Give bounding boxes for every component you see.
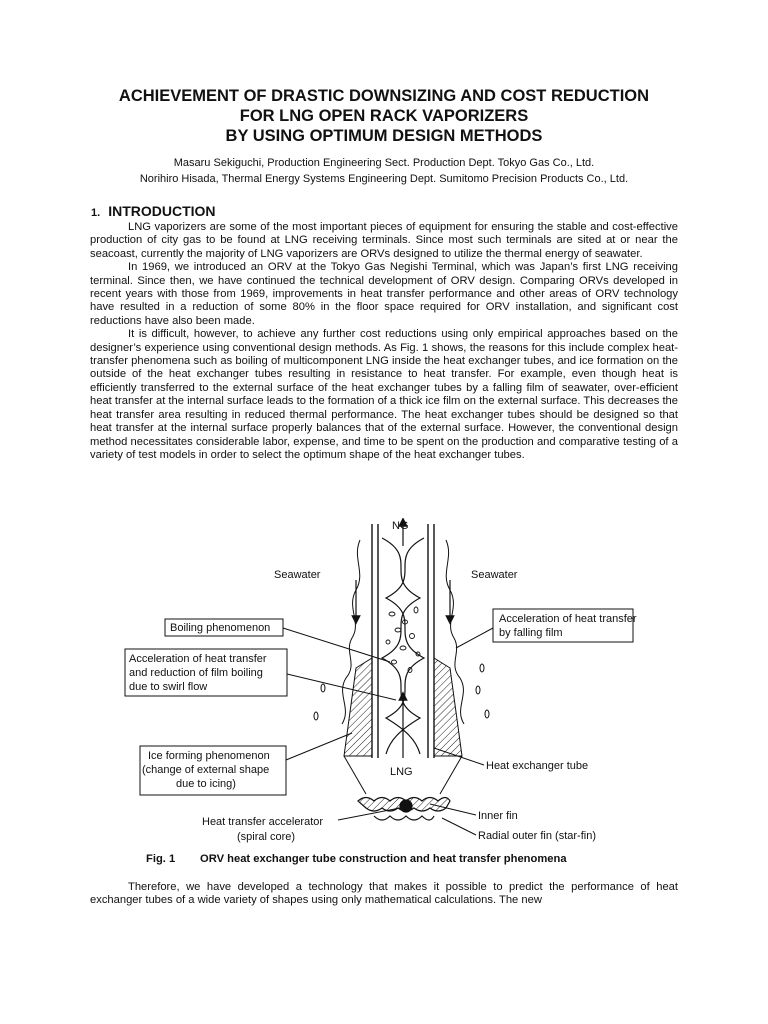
- label-lng: LNG: [390, 766, 413, 778]
- intro-paragraph-1: LNG vaporizers are some of the most important pieces of equipment for ensuring the stable and cost-effective production of city gas to be found at LNG receiving terminals. Since most such terminals are sited at or near the seacoast, currently the majority of LNG vaporizers are ORVs designed to utilize the thermal energy of seawater.: [90, 221, 678, 260]
- leader-outer-fin: [442, 818, 476, 835]
- label-seawater-right: Seawater: [471, 569, 518, 581]
- label-swirl-3: due to swirl flow: [129, 681, 208, 693]
- continued-paragraph: Therefore, we have developed a technology that makes it possible to predict the performance of heat exchanger tubes of a wide variety of shapes using only mathematical calculations. The new: [90, 881, 678, 907]
- label-tube: Heat exchanger tube: [486, 760, 589, 772]
- figure-number: Fig. 1: [146, 853, 176, 865]
- author-2: Norihiro Hisada, Thermal Energy Systems Engineering Dept. Sumitomo Precision Products Co., Ltd.: [139, 173, 629, 185]
- label-seawater-left: Seawater: [274, 569, 321, 581]
- author-1: Masaru Sekiguchi, Production Engineering Sect. Production Dept. Tokyo Gas Co., Ltd.: [173, 157, 595, 169]
- intro-body: [90, 221, 678, 462]
- label-film-2: by falling film: [499, 627, 563, 639]
- label-ice-2: (change of external shape: [142, 764, 270, 776]
- intro-paragraph-2: In 1969, we introduced an ORV at the Tokyo Gas Negishi Terminal, which was Japan’s first LNG receiving terminal. Since then, we have continued the technical development of ORV design. Comparing ORVs developed in recent years with those from 1969, improvements in heat transfer performance and other areas of ORV technology have resulted in a reduction of some 80% in the floor space required for ORV installation, and significant cost reductions have also been made.: [90, 261, 678, 327]
- label-inner-fin: Inner fin: [478, 810, 518, 822]
- label-accelerator-2: (spiral core): [237, 831, 296, 843]
- label-ice-1: Ice forming phenomenon: [148, 750, 270, 762]
- star-fin-section: [358, 798, 450, 821]
- label-ice-3: due to icing): [176, 778, 236, 790]
- label-swirl-1: Acceleration of heat transfer: [129, 653, 267, 665]
- title-line-2: FOR LNG OPEN RACK VAPORIZERS: [239, 107, 529, 125]
- leader-swirl: [287, 674, 396, 700]
- figure-caption-text: ORV heat exchanger tube construction and heat transfer phenomena: [200, 853, 567, 865]
- boiling-bubbles: [386, 607, 420, 673]
- author-list: [40, 155, 728, 187]
- label-film-1: Acceleration of heat transfer: [499, 613, 637, 625]
- label-swirl-2: and reduction of film boiling: [129, 667, 263, 679]
- section-number: 1.: [91, 207, 101, 219]
- label-outer-fin: Radial outer fin (star-fin): [478, 830, 596, 842]
- section-heading: [91, 203, 216, 219]
- figure-caption: [146, 853, 567, 865]
- label-boiling: Boiling phenomenon: [170, 622, 271, 634]
- intro-paragraph-3: It is difficult, however, to achieve any further cost reductions using only empirical approaches based on the designer’s experience using conventional design methods. As Fig. 1 shows, the reasons for this include complex heat-transfer phenomena such as boiling of multicomponent LNG inside the heat exchanger tubes, and ice formation on the outside of the heat exchanger tubes resulting in resistance to heat transfer. For example, even though heat is efficiently transferred to the external surface of the heat exchanger tubes by a falling film of seawater, over-efficient heat transfer at the internal surface leads to the formation of a thick ice film on the external surface. This decreases the heat transfer area resulting in reduced thermal performance. The heat exchanger tubes should be designed so that heat transfer at the internal surface properly balances that of the external surface. However, the conventional design method necessitates considerable labor, expense, and time to be spent on the production and comparative testing of a variety of test models in order to select the optimum shape of the heat exchanger tubes.: [90, 328, 678, 461]
- leader-film: [456, 628, 493, 648]
- label-accelerator-1: Heat transfer accelerator: [202, 816, 324, 828]
- paper-title: [40, 86, 728, 146]
- title-line-1: ACHIEVEMENT OF DRASTIC DOWNSIZING AND COST REDUCTION: [118, 87, 650, 105]
- leader-ice: [286, 733, 352, 760]
- orv-tube-diagram: [120, 518, 640, 853]
- label-ng: NG: [392, 520, 409, 532]
- figure-1: [120, 518, 640, 858]
- section-title: INTRODUCTION: [108, 203, 216, 219]
- title-line-3: BY USING OPTIMUM DESIGN METHODS: [225, 127, 543, 145]
- continued-body: [90, 881, 678, 908]
- leader-boiling: [283, 628, 390, 662]
